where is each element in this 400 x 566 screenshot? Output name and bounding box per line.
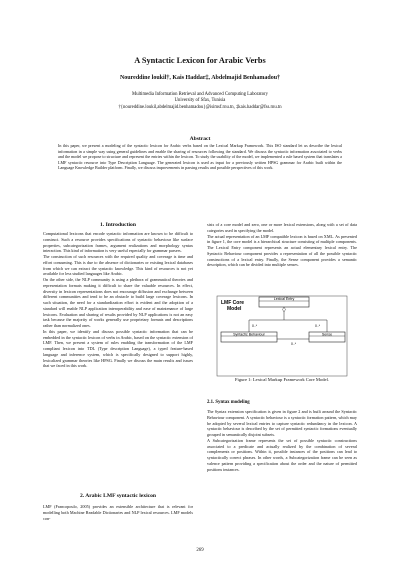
abstract-text: In this paper, we present a modeling of the syntactic lexicon for Arabic verbs based on the Lexical Markup Framework. This ISO standard let us describe the lexical information in a simple way using general guidelines and enable the sharing of resources following the standard. We discuss the syntactic information associated to verbs and the model we propose to structure and represent the entries within the lexicon. To study the usability of the model, we implemented a rule based system that translates a LMF syntactic resource into Type Description Language. The generated lexicon is used as input for a previously written HPSG grammar for Arabic built within the Language Knowledge Builder platform. Finally, we discuss improvements in parsing results and possible perspectives of this work. — [58, 143, 342, 171]
multiplicity-label: 0..* — [315, 324, 321, 328]
diagram-model-label: Model — [227, 306, 242, 312]
paragraph: LMF (Francopoulo, 2005) provides an extensible architecture that is relevant for modelling both Machine Readable Dictionaries and NLP lexical resources. LMF models con- — [43, 504, 193, 521]
sense-label: Sense — [321, 332, 333, 337]
abstract-heading: Abstract — [189, 136, 211, 142]
lexical-entry-label: Lexical Entry — [273, 297, 295, 302]
section2-body — [43, 504, 193, 521]
affiliation-line: University of Sfax, Tunisia — [174, 98, 226, 104]
paragraph: In this paper, we identify and discuss possible syntactic information that can be embedded in the syntactic lexicon of verbs in Arabic, based on the syntactic extension of LMF. Then, we present a system of rules enabling the transformation of the LMF compliant lexicon into TDL (Type description Language), a typed feature-based language and inference system, which is specifically designed to support highly, lexicalized grammar theories like HPSG. Finally we discuss the main results and issues that we faced in this work. — [43, 328, 193, 369]
multiplicity-label: 0..* — [252, 324, 258, 328]
paragraph: Computational lexicons that encode syntactic information are known to be difficult to construct. Such a resource provides specifications of syntactic behaviour like surface properties, subcategorization frames, argument realizations and morphology syntax interaction. This kind of information is very useful especially for grammar parsers. — [43, 231, 193, 254]
affiliation-line: Multimedia Information Retrieval and Advanced Computing Laboratory — [132, 92, 268, 97]
paragraph: The construction of such resources with the required quality and coverage is time and effort consuming. This is due to the absence of dictionaries or existing lexical databases from which we can extract the syntactic knowledge. This kind of resources is not yet available for less studied languages like Arabic. — [43, 254, 193, 277]
paragraph: sists of a core model and zero, one or more lexical extensions, along with a set of data categories used in specifying the model. — [207, 222, 357, 233]
section-heading-introduction: 1. Introduction — [100, 222, 136, 228]
author-list: Noureddine loukil†, Kais Haddar‡, Abdelmajid Benhamadou† — [119, 75, 281, 81]
syntactic-behaviour-label: Syntactic Behaviour — [233, 332, 265, 337]
paper-title: A Syntactic Lexicon for Arabic Verbs — [134, 56, 266, 65]
introduction-body — [43, 231, 193, 369]
figure-caption: Figure 1: Lexical Markup Framework Core Model. — [234, 377, 330, 382]
page-number: 269 — [196, 548, 204, 553]
multiplicity-label: 0..* — [291, 342, 297, 346]
right-column-body — [207, 222, 357, 268]
diagram-model-label: LMF Core — [221, 300, 245, 306]
paragraph: The actual representation of an LMF compatible lexicon is based on XML. As presented in figure 1, the core model is a hierarchical structure consisting of multiple components. The Lexical Entry component represents an actual elementary lexical entry. The Syntactic Behaviour component provides a representation of all the possible syntactic constructions of a lexical entry. Finally, the Sense component provides a semantic description, which can be divided into multiple senses. — [207, 233, 357, 268]
section-heading-lexicon: 2. Arabic LMF syntactic lexicon — [79, 493, 157, 499]
composition-diamond — [283, 307, 286, 312]
paragraph: The Syntax extension specification is given in figure 2 and is built around the Syntactic Behaviour component. A syntactic behaviour is a syntactic formation pattern, which may be adopted by several lexical entries to capture syntactic redundancy in the lexicon. A syntactic behaviour is described by the set of permitted syntactic formations eventually grouped in semantically disjoint subsets. — [207, 409, 357, 437]
syntax-modeling-body — [207, 409, 357, 472]
affiliation-emails: †{noureddine.loukil,abdelmajid.benhamadou}@isimsf.rnu.tn, ‡kais.haddar@fss.rnu.tn — [118, 104, 282, 110]
subsection-heading-syntax-modeling: 2.1. Syntax modeling — [207, 400, 250, 405]
paragraph: A Subcategorization frame represents the set of possible syntactic constructions associated to a predicate and actually realized by the combination of several complements or positions. Within it, possible instances of the positions can lead to syntactically correct phrases. In other words, a Subcategorization frame can be seen as valence pattern providing a specification about the order and the nature of permitted positions instances. — [207, 437, 357, 472]
affiliation — [0, 92, 400, 111]
paragraph: On the other side, the NLP community is using a plethora of grammatical theories and representation formats making it difficult to share the valuable resources. In effect, diversity in lexicon representations does not encourage diffusion and exchange between different communities and tend to be an obstacle to build large coverage lexicons. In such situation, the need for a standardization effort is evident and the adoption of a standard will enable NLP application interoperability and ease of maintenance of large lexicons. Evaluation and sharing of results provided by NLP applications is not an easy task because the majority of works generally use proprietary formats and descriptions rather than normalized ones. — [43, 277, 193, 328]
